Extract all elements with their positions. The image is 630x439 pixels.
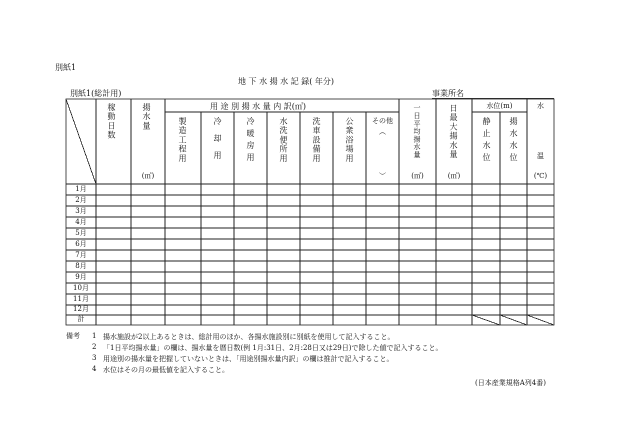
total-label: 計 [77,315,85,323]
header-heating: 冷暖房用 [246,117,255,165]
note-text: 水位はその月の最低値を記入すること。 [103,366,229,374]
header-car-wash: 洗車設備用 [312,117,321,163]
month-label: 11月 [73,295,89,303]
header-water-temp-unit: (℃) [533,172,548,180]
header-water-temp-bottom: 温 [537,152,544,160]
month-label: 9月 [75,273,87,281]
attachment-label: 別紙1 [55,63,77,72]
header-water-temp-top: 水 [537,102,544,110]
month-label: 12月 [73,305,89,313]
header-daily-avg-unit: (㎥) [411,172,424,180]
note-text: 「1日平均揚水量」の欄は、揚水量を暦日数(例 1月:31日、2月:28日又は29日)で除した値で記入すること。 [103,344,443,352]
month-label: 10月 [73,284,89,292]
note-number: 3 [92,354,97,362]
header-pumping-unit: (㎥) [141,172,155,180]
note-number: 1 [92,332,97,340]
note-text: 揚水施設が2以上あるときは、総計用のほか、各揚水施設別に別紙を使用して記入すること。 [103,333,395,341]
month-label: 7月 [75,251,87,259]
month-label: 5月 [75,229,87,237]
month-label: 8月 [75,262,87,270]
header-daily-avg: 一日平均揚水量 [413,104,421,159]
month-label: 4月 [75,218,87,226]
form-subtitle: 別紙1(総計用) [70,89,122,98]
header-static-level: 静止水位 [482,117,491,165]
header-days: 稼動日数 [107,103,116,140]
month-label: 1月 [75,185,87,193]
form-title: 地 下 水 揚 水 記 録( 年分) [238,77,335,86]
header-pumping-level: 揚水水位 [509,117,518,165]
header-other-paren-top: ︵ [379,128,386,136]
header-other-paren-bottom: ︶ [379,172,386,180]
header-usage-group: 用 途 別 揚 水 量 内 訳(㎥) [210,102,307,111]
header-public-bath: 公衆浴場用 [345,117,354,163]
header-toilet: 水洗便所用 [279,117,288,163]
month-label: 6月 [75,240,87,248]
note-number: 2 [92,343,97,351]
note-text: 用途別の揚水量を把握していないときは、「用途別揚水量内訳」の欄は推計で記入すること。 [103,355,394,363]
month-label: 2月 [75,196,87,204]
header-daily-max-unit: (㎥) [447,172,461,180]
footer-spec: (日本産業規格A列4番) [475,379,546,387]
header-water-level-group: 水位(m) [486,102,513,110]
header-cooling: 冷却用 [213,117,222,168]
notes-label: 備考 [66,332,80,340]
month-label: 3月 [75,207,87,215]
office-label: 事業所名 [432,89,464,98]
note-number: 4 [92,365,97,373]
header-pumping-volume: 揚水量 [142,103,151,131]
header-daily-max: 日最大揚水量 [449,104,458,160]
header-other: その他 [372,117,393,125]
header-manufacturing: 製造工程用 [178,117,187,163]
